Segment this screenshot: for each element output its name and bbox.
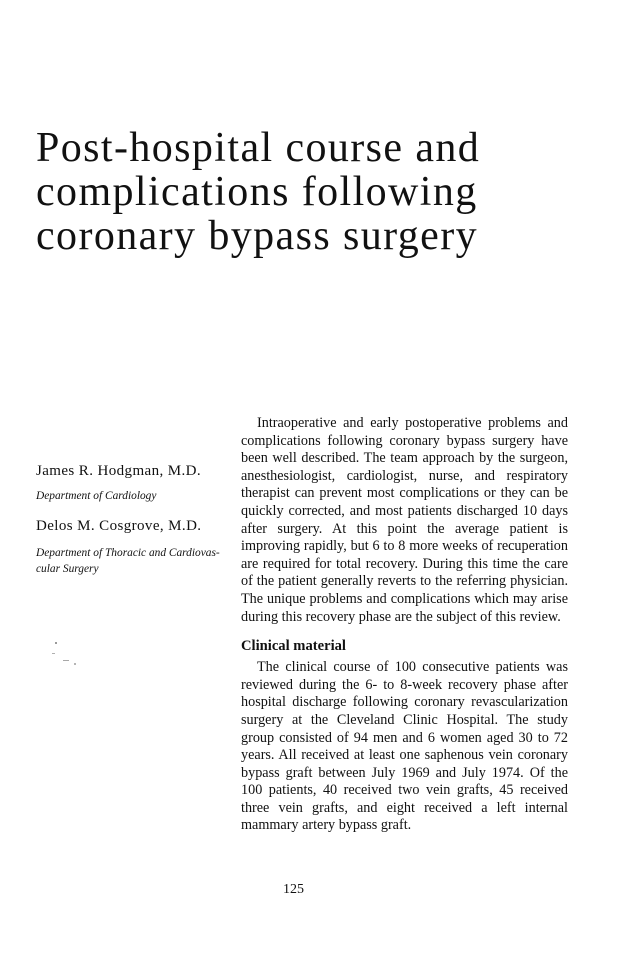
article-title bbox=[36, 126, 596, 258]
scan-speck bbox=[52, 653, 55, 654]
title-line-3: coronary bypass surgery bbox=[36, 213, 478, 259]
author-name-2: Delos M. Cosgrove, M.D. bbox=[36, 518, 202, 534]
section-paragraph: The clinical course of 100 consecutive patients was reviewed during the 6- to 8-week recovery phase after hospital discharge following coronary revascularization surgery at the Cleveland Clinic Hospital. The study group consisted of 94 men and 6 women aged 30 to 72 years. All received at least one saphenous vein coronary bypass graft between July 1969 and July 1974. Of the 100 patients, 40 received two vein grafts, 45 received three vein grafts, and eight received a left internal mammary artery bypass graft. bbox=[241, 659, 568, 834]
title-line-2: complications following bbox=[36, 169, 478, 215]
article-body bbox=[241, 415, 568, 835]
intro-paragraph: Intraoperative and early postoperative problems and complications following coronary bypass surgery have been well described. The team approach by the surgeon, anesthesiologist, cardiologist, nurse, and respiratory therapist can prevent most complications or they can be quickly corrected, and most patients discharged 10 days after surgery. At this point the average patient is improving rapidly, but 6 to 8 more weeks of recuperation are required for total recovery. During this time the care of the patient generally reverts to the referring physician. The unique problems and complications which may arise during this recovery phase are the subject of this review. bbox=[241, 415, 568, 625]
section-heading: Clinical material bbox=[241, 638, 346, 655]
scan-speck bbox=[55, 642, 57, 644]
page-number: 125 bbox=[283, 882, 304, 897]
title-line-1: Post-hospital course and bbox=[36, 125, 481, 171]
author-department-1: Department of Cardiology bbox=[36, 490, 157, 502]
scan-speck bbox=[63, 660, 69, 661]
author-department-2: Department of Thoracic and Cardiovas- cular Surgery bbox=[36, 547, 220, 575]
scan-speck bbox=[74, 663, 76, 665]
author-name-1: James R. Hodgman, M.D. bbox=[36, 463, 202, 479]
